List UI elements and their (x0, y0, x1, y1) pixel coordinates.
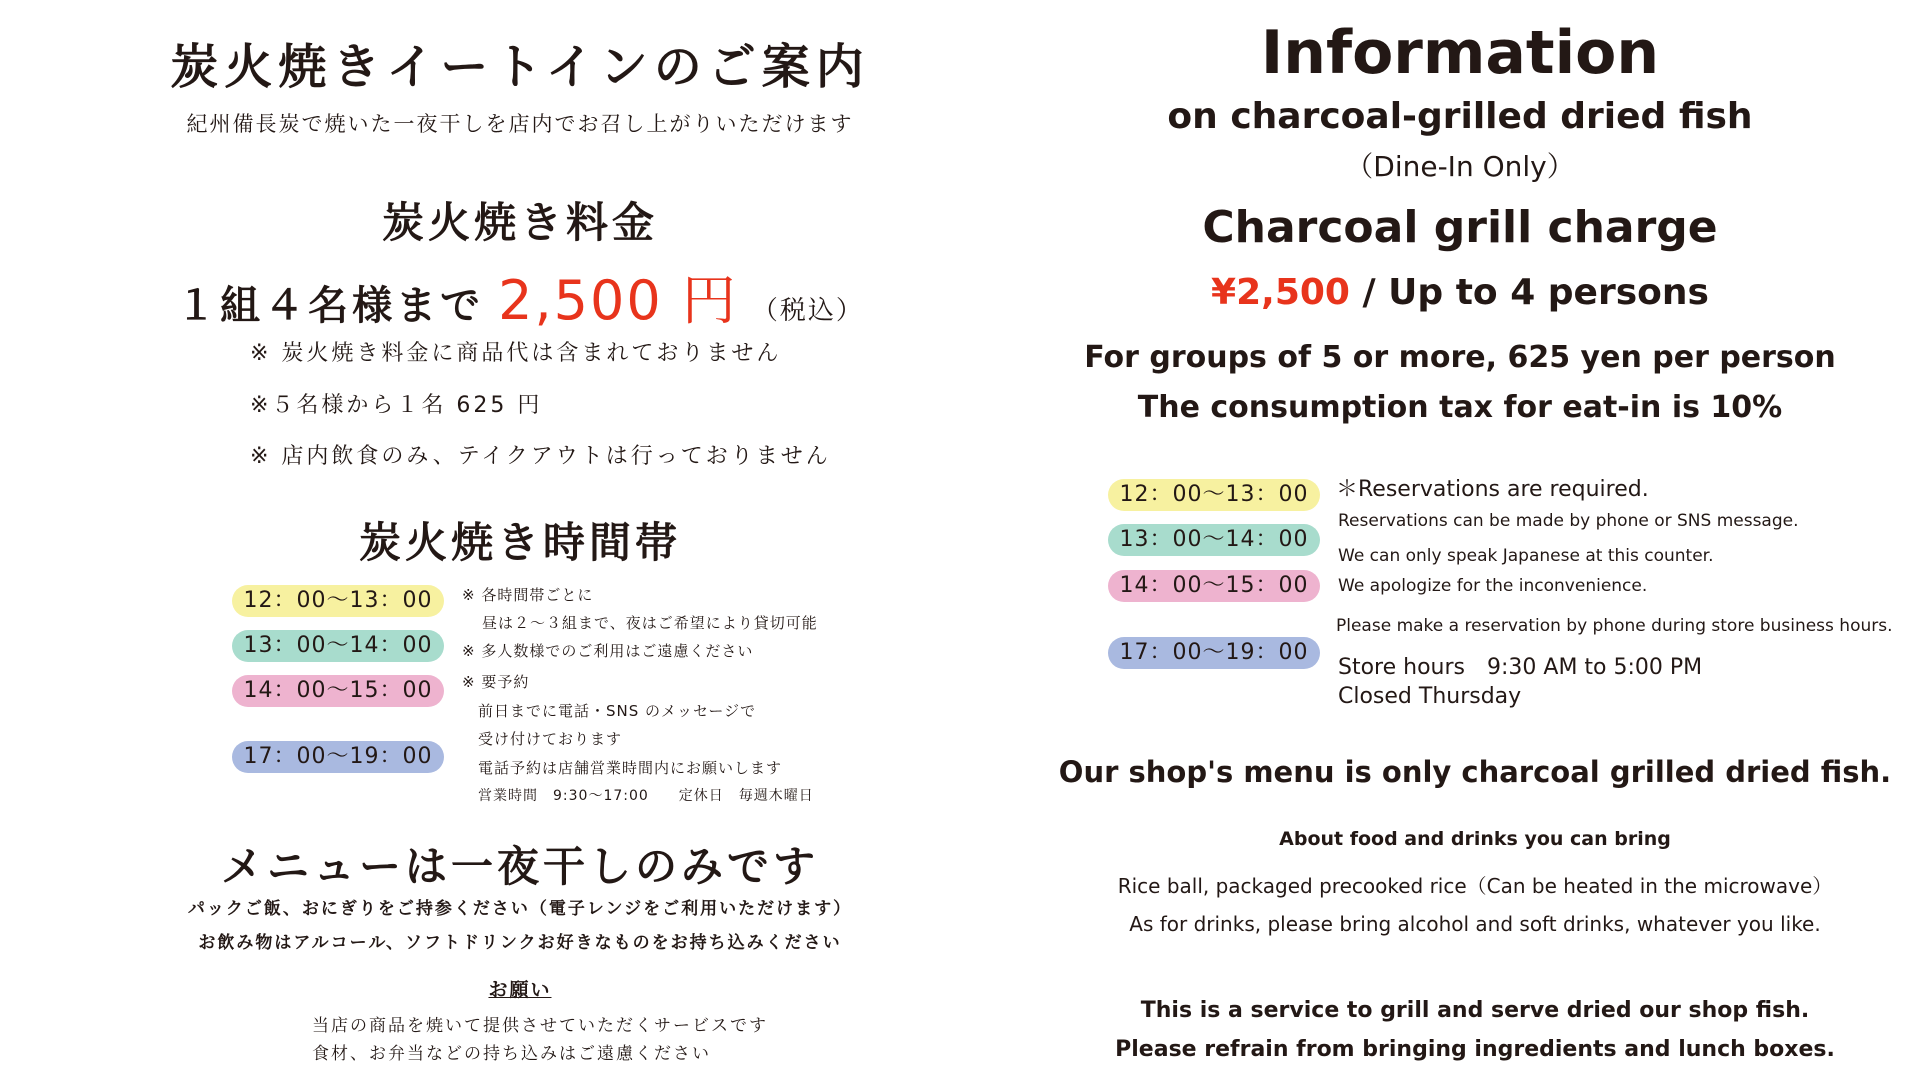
en-reservation-note: Reservations can be made by phone or SNS message. (1338, 511, 1799, 531)
en-reservation-note: Please make a reservation by phone during store business hours. (1336, 616, 1893, 636)
en-reservation-note: We apologize for the inconvenience. (1338, 576, 1648, 596)
jp-time-note: 電話予約は店舗営業時間内にお願いします (478, 759, 783, 777)
jp-menu-line: パックご飯、おにぎりをご持参ください（電子レンジをご利用いただけます） (187, 899, 853, 919)
jp-note: ※５名様から１名 625 円 (250, 393, 543, 418)
jp-fee-tax: （税込） (751, 296, 864, 326)
jp-page-title: 炭火焼きイートインのご案内 (170, 39, 870, 95)
en-time-slot: 14：00〜15：00 (1108, 570, 1320, 602)
jp-menu-title: メニューは一夜干しのみです (220, 842, 819, 891)
en-tax-line: The consumption tax for eat-in is 10% (1137, 390, 1783, 425)
en-reservation-note: We can only speak Japanese at this counter. (1338, 546, 1714, 566)
jp-time-note: ※ 要予約 (462, 673, 530, 691)
english-panel (1020, 0, 1920, 1080)
en-closed-day: Closed Thursday (1338, 684, 1522, 709)
en-service-line: Please refrain from bringing ingredients and lunch boxes. (1115, 1037, 1835, 1062)
jp-subtitle: 紀州備長炭で焼いた一夜干しを店内でお召し上がりいただけます (186, 112, 854, 136)
japanese-panel (90, 0, 950, 1080)
en-subtitle: on charcoal-grilled dried fish (1167, 96, 1753, 137)
en-time-slot: 17：00〜19：00 (1108, 637, 1320, 669)
jp-time-note: 昼は２〜３組まで、夜はご希望により貸切可能 (482, 614, 818, 632)
jp-time-slot: 17：00〜19：00 (232, 741, 444, 773)
jp-menu-line: お飲み物はアルコール、ソフトドリンクお好きなものをお持ち込みください (198, 933, 842, 953)
jp-fee-group: １組４名様まで (176, 283, 485, 329)
en-store-hours: Store hours 9:30 AM to 5:00 PM (1338, 655, 1703, 680)
jp-business-hours: 営業時間 9:30〜17:00 定休日 毎週木曜日 (478, 788, 814, 804)
en-price-row (1020, 272, 1900, 313)
jp-fee-heading: 炭火焼き料金 (381, 198, 658, 247)
en-page-title: Information (1260, 18, 1660, 88)
en-service-line: This is a service to grill and serve dried our shop fish. (1140, 998, 1810, 1023)
en-menu-line: Our shop's menu is only charcoal grilled dried fish. (1058, 755, 1892, 789)
en-time-slot: 12：00〜13：00 (1108, 479, 1320, 511)
en-price: ¥2,500 (1211, 272, 1350, 313)
jp-time-slot: 12：00〜13：00 (232, 585, 444, 617)
jp-request-line: 食材、お弁当などの持ち込みはご遠慮ください (312, 1044, 711, 1064)
en-time-slot: 13：00〜14：00 (1108, 524, 1320, 556)
jp-time-slot: 14：00〜15：00 (232, 675, 444, 707)
jp-request-line: 当店の商品を焼いて提供させていただくサービスです (312, 1016, 768, 1036)
jp-time-note: 受け付けております (478, 730, 623, 748)
en-price-suffix: / Up to 4 persons (1349, 272, 1709, 313)
en-charge-heading: Charcoal grill charge (1202, 202, 1718, 253)
jp-time-note: 前日までに電話・SNS のメッセージで (478, 702, 757, 720)
en-bring-line: As for drinks, please bring alcohol and soft drinks, whatever you like. (1129, 912, 1821, 936)
en-dine-in: （Dine-In Only） (1345, 150, 1575, 183)
en-bring-line: Rice ball, packaged precooked rice（Can be heated in the microwave） (1117, 874, 1833, 898)
jp-time-heading: 炭火焼き時間帯 (358, 518, 681, 567)
jp-time-note: ※ 多人数様でのご利用はご遠慮ください (462, 642, 754, 660)
jp-time-note: ※ 各時間帯ごとに (462, 586, 594, 604)
jp-fee-row (90, 258, 950, 335)
jp-time-slot: 13：00〜14：00 (232, 630, 444, 662)
en-about-heading: About food and drinks you can bring (1279, 828, 1671, 850)
jp-fee-price: 2,500 円 (498, 269, 738, 332)
jp-request-heading: お願い (488, 979, 552, 1001)
en-reservation-required: ＊Reservations are required. (1336, 477, 1649, 502)
jp-note: ※ 店内飲食のみ、テイクアウトは行っておりません (250, 444, 831, 469)
jp-note: ※ 炭火焼き料金に商品代は含まれておりません (250, 341, 782, 366)
en-group-line: For groups of 5 or more, 625 yen per person (1084, 340, 1836, 375)
